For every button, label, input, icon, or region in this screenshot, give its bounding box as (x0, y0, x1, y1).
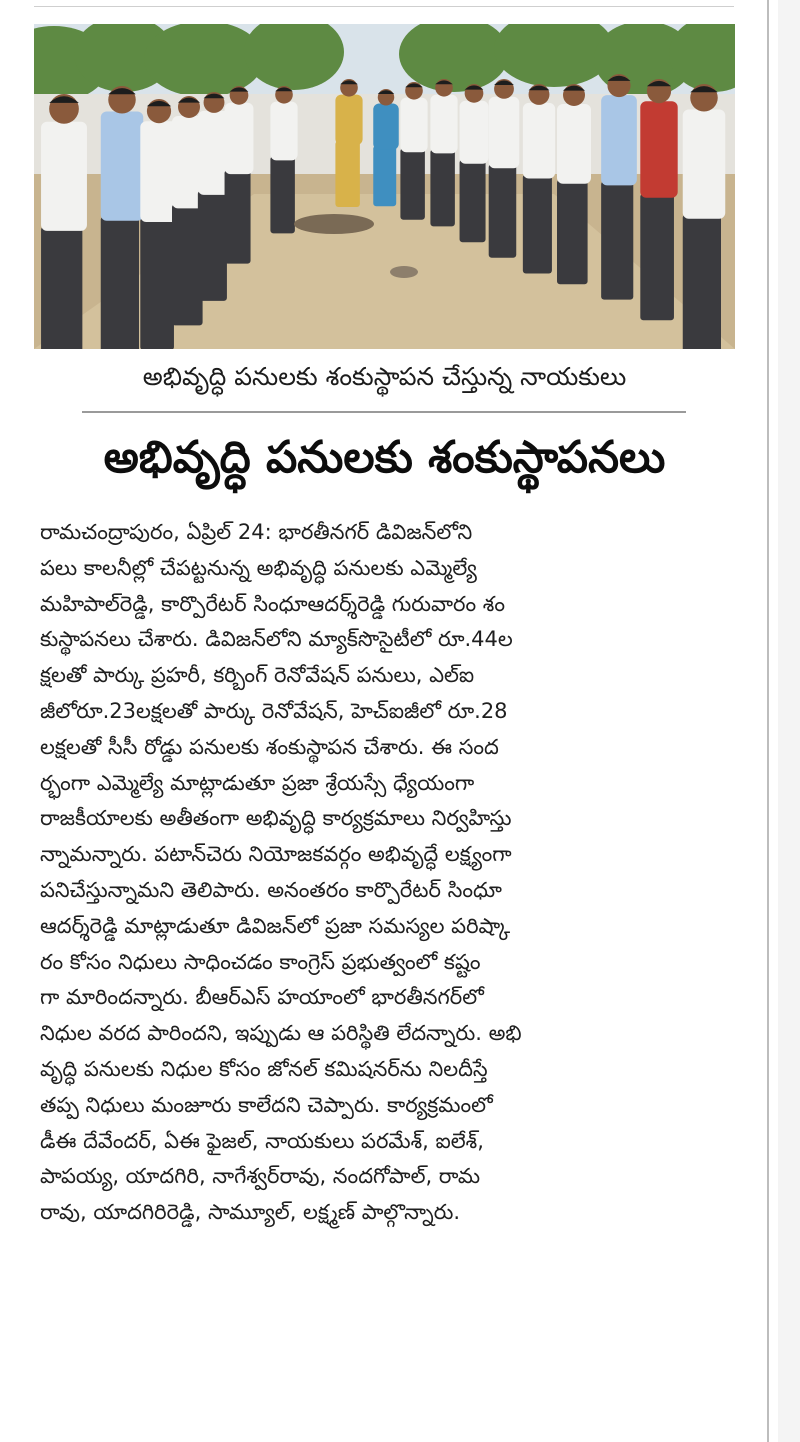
caption-divider (82, 411, 686, 413)
body-line: రాజకీయాలకు అతీతంగా అభివృద్ధి కార్యక్రమాలు నిర్వహిస్తు (40, 806, 512, 831)
body-line: పాపయ్య, యాదగిరి, నాగేశ్వర్‌రావు, నందగోపాల్, రామ (40, 1164, 481, 1189)
body-line: రామచంద్రాపురం, ఏప్రిల్ 24: భారతీనగర్ డివిజన్‌లోని (40, 520, 473, 544)
body-line: పలు కాలనీల్లో చేపట్టనున్న అభివృద్ధి పనులకు ఎమ్మెల్యే (40, 555, 477, 580)
column-divider (767, 0, 769, 1442)
person-torso (335, 95, 362, 145)
person-torso (270, 102, 297, 161)
person-torso (683, 110, 726, 219)
person-torso (557, 104, 591, 184)
photo-sandals (390, 266, 418, 278)
person-legs (489, 164, 517, 258)
body-line: పనిచేస్తున్నామని తెలిపారు. అనంతరం కార్పొరేటర్ సింధూ (40, 877, 502, 902)
body-line: వృద్ధి పనులకు నిధుల కోసం జోనల్ కమిషనర్‌ను నిలదీస్తే (40, 1056, 488, 1081)
body-line: లక్షలతో సీసీ రోడ్డు పనులకు శంకుస్థాపన చేశారు. ఈ సంద (40, 734, 499, 759)
article-body (40, 515, 730, 1415)
person-legs (601, 181, 633, 299)
person-torso (41, 122, 87, 231)
person-torso (523, 103, 555, 179)
body-line: జీలోరూ.23లక్షలతో పార్కు రెనోవేషన్, హెచ్ఐజీలో రూ.28 (40, 698, 508, 723)
body-line: ఆదర్శ్‌రెడ్డి మాట్లాడుతూ డివిజన్‌లో ప్రజా సమస్యల పరిష్కా (40, 913, 511, 938)
person-legs (640, 194, 674, 320)
group-photo-icon (34, 24, 735, 349)
body-line: రావు, యాదగిరిరెడ్డి, సామ్యూల్, లక్ష్మణ్ పాల్గొన్నారు. (40, 1200, 461, 1225)
person-legs (101, 217, 139, 349)
person-torso (225, 103, 254, 174)
person-legs (41, 227, 82, 349)
person-torso (430, 95, 457, 154)
body-line: తప్ప నిధులు మంజూరు కాలేదని చెప్పారు. కార్యక్రమంలో (40, 1092, 493, 1117)
person-torso (101, 112, 144, 221)
person-torso (489, 97, 520, 168)
person-legs (460, 160, 486, 243)
photo-ceremony-items (294, 214, 374, 234)
photo-caption: అభివృద్ధి పనులకు శంకుస్థాపన చేస్తున్న నాయకులు (142, 362, 627, 391)
body-line: నిధుల వరద పారిందని, ఇప్పుడు ఆ పరిస్థితి లేదన్నారు. అభి (40, 1021, 522, 1046)
article-headline: అభివృద్ధి పనులకు శంకుస్థాపనలు (103, 432, 666, 483)
person-torso (400, 98, 427, 153)
person-legs (270, 156, 294, 233)
person-legs (140, 218, 174, 349)
person-legs (198, 191, 227, 301)
body-line: రం కోసం నిధులు సాధించడం కాంగ్రెస్ ప్రభుత్వంలో కష్టం (40, 949, 481, 974)
person-torso (373, 104, 399, 150)
page-edge-shade (778, 0, 800, 1442)
person-legs (683, 215, 721, 349)
person-legs (557, 180, 588, 284)
person-legs (373, 146, 396, 207)
body-line: ర్భంగా ఎమ్మెల్యే మాట్లాడుతూ ప్రజా శ్రేయస్సే ధ్యేయంగా (40, 770, 475, 795)
person-torso (640, 101, 677, 198)
person-torso (460, 101, 489, 164)
body-line: కుస్థాపనలు చేశారు. డివిజన్‌లోని మ్యాక్‌సొసైటీలో రూ.44ల (40, 627, 513, 652)
body-line: మహిపాల్‌రెడ్డి, కార్పొరేటర్ సింధూఆదర్శ్‌రెడ్డి గురువారం శం (40, 591, 506, 616)
news-photo (34, 24, 735, 349)
body-line: న్నామన్నారు. పటాన్‌చెరు నియోజకవర్గం అభివృద్ధే లక్ష్యంగా (40, 842, 512, 867)
body-line: క్షలతో పార్కు ప్రహరీ, కర్బింగ్ రెనోవేషన్ పనులు, ఎల్ఐ (40, 663, 475, 688)
top-divider (34, 6, 734, 7)
body-line: డీఈ దేవేందర్, ఏఈ ఫైజల్, నాయకులు పరమేశ్, ఐలేశ్, (40, 1128, 484, 1153)
person-legs (523, 175, 552, 274)
person-torso (601, 95, 637, 185)
person-legs (335, 141, 359, 207)
person-legs (225, 170, 251, 264)
body-line: గా మారిందన్నారు. బీఆర్ఎస్ హయాంలో భారతీనగర్‌లో (40, 985, 484, 1010)
person-legs (400, 148, 424, 220)
person-legs (430, 149, 454, 226)
